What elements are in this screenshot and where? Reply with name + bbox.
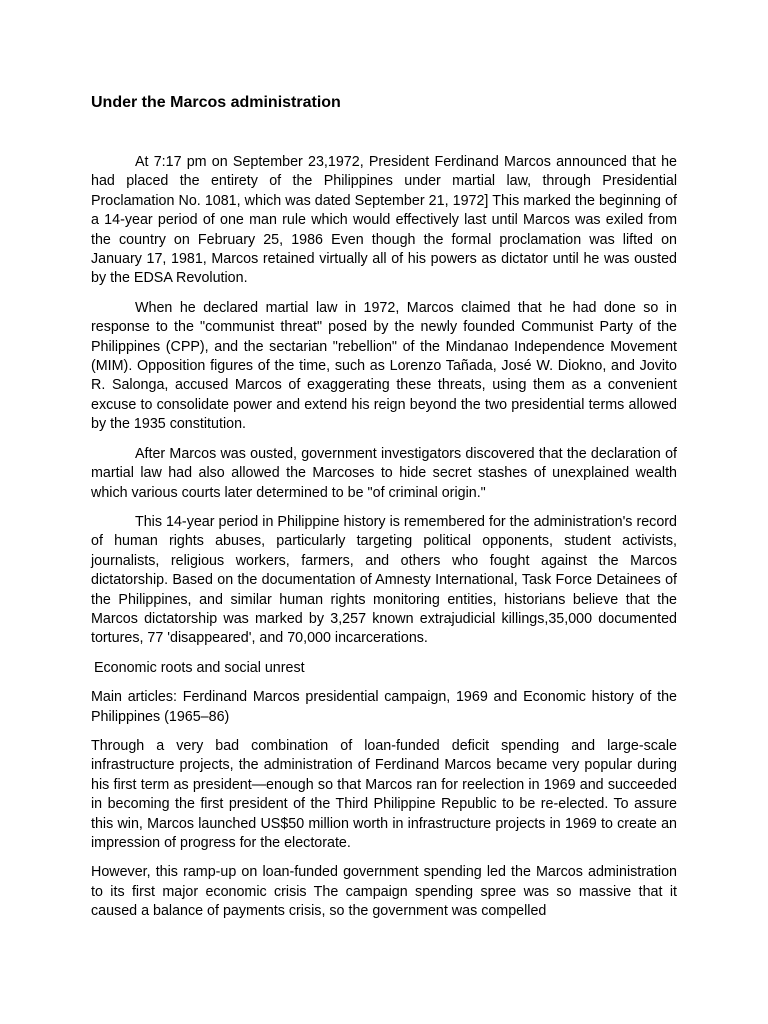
paragraph-human-rights: This 14-year period in Philippine history is remembered for the administration's record of human rights abuses, particularly targeting political opponents, student activists, journalists, religious workers, farmers, and others who fought against the Marcos dictatorship. Based on the documentation of Amnesty International, Task Force Detainees of the Philippines, and similar human rights monitoring entities, historians believe that the Marcos dictatorship was marked by 3,257 known extrajudicial killings,35,000 documented tortures, 77 'disappeared', and 70,000 incarcerations. <box>91 513 677 647</box>
section-subheading: Economic roots and social unrest <box>94 659 305 676</box>
paragraph-martial-law-declaration: At 7:17 pm on September 23,1972, President Ferdinand Marcos announced that he had placed the entirety of the Philippines under martial law, through Presidential Proclamation No. 1081, which was dated September 21, 1972] This marked the beginning of a 14-year period of one man rule which would effectively last until Marcos was exiled from the country on February 25, 1986 Even though the formal proclamation was lifted on January 17, 1981, Marcos retained virtually all of his powers as dictator until he was ousted by the EDSA Revolution. <box>91 154 677 287</box>
paragraph-economic-crisis: However, this ramp-up on loan-funded government spending led the Marcos administration to its first major economic crisis The campaign spending spree was so massive that it caused a balance of payments crisis, so the government was compelled <box>91 864 677 920</box>
main-articles-note: Main articles: Ferdinand Marcos presidential campaign, 1969 and Economic history of the Philippines (1965–86) <box>91 689 677 725</box>
paragraph-deficit-spending: Through a very bad combination of loan-funded deficit spending and large-scale infrastructure projects, the administration of Ferdinand Marcos became very popular during his first term as president—enough so that Marcos ran for reelection in 1969 and succeeded in becoming the first president of the Third Philippine Republic to be re-elected. To assure this win, Marcos launched US$50 million worth in infrastructure projects in 1969 to create an impression of progress for the electorate. <box>91 737 677 851</box>
paragraph-communist-threat: When he declared martial law in 1972, Marcos claimed that he had done so in response to the "communist threat" posed by the newly founded Communist Party of the Philippines (CPP), and the sectarian "rebellion" of the Mindanao Independence Movement (MIM). Opposition figures of the time, such as Lorenzo Tañada, José W. Diokno, and Jovito R. Salonga, accused Marcos of exaggerating these threats, using them as a convenient excuse to consolidate power and extend his reign beyond the two presidential terms allowed by the 1935 constitution. <box>91 299 677 433</box>
document-body <box>91 153 677 932</box>
document-page <box>91 0 677 1024</box>
paragraph-hidden-wealth: After Marcos was ousted, government investigators discovered that the declaration of martial law had also allowed the Marcoses to hide secret stashes of unexplained wealth which various courts later determined to be "of criminal origin." <box>91 445 677 501</box>
document-title: Under the Marcos administration <box>91 94 341 111</box>
